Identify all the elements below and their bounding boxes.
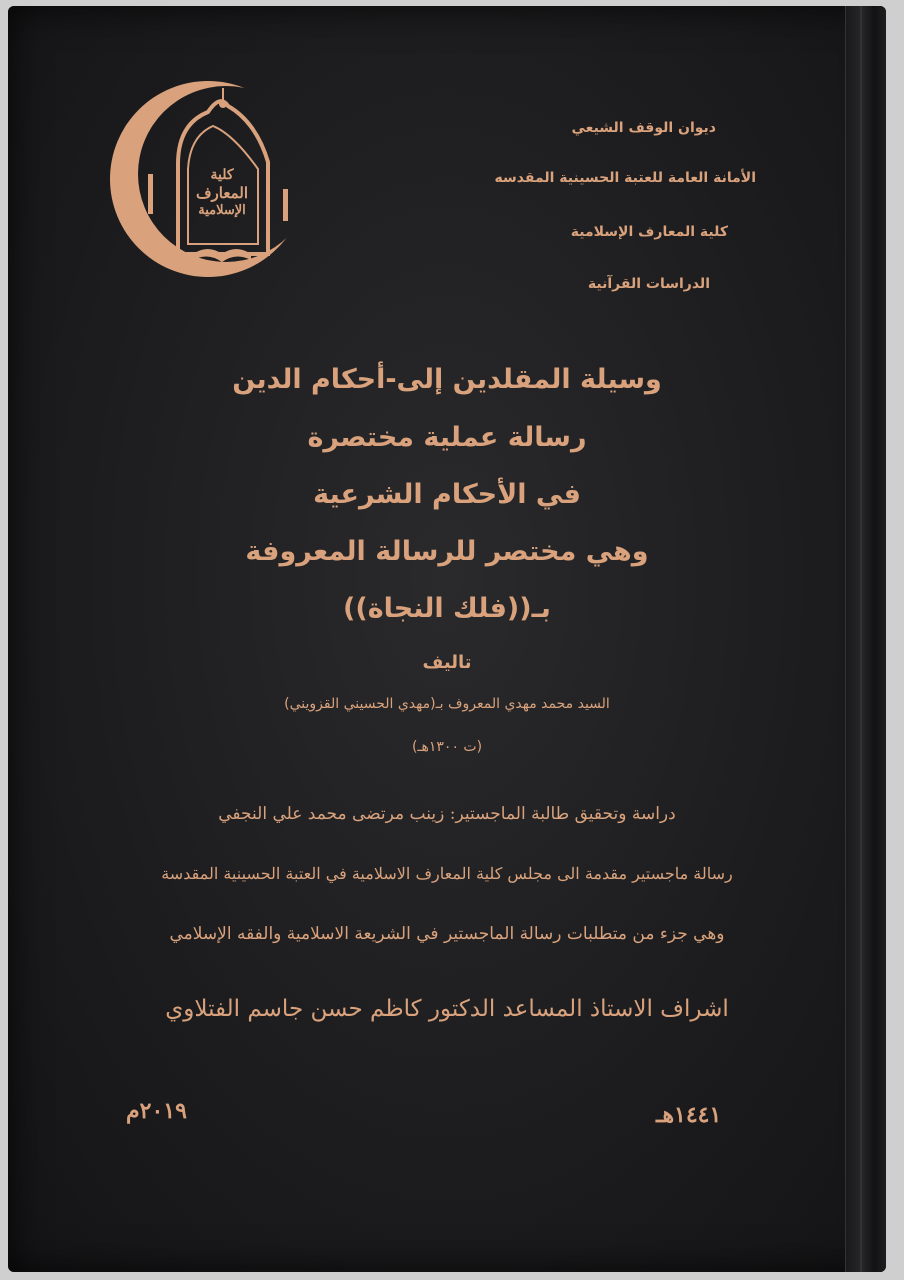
title-line-2: رسالة عملية مختصرة xyxy=(307,422,587,453)
title-line-5: بـ((فلك النجاة)) xyxy=(343,593,551,624)
book-cover xyxy=(8,6,886,1272)
author-name: السيد محمد مهدي المعروف بـ(مهدي الحسيني القزويني) xyxy=(284,696,610,712)
header-line-4: الدراسات القرآنية xyxy=(587,276,710,292)
title-line-1: وسيلة المقلدين إلى-أحكام الدين xyxy=(232,364,662,395)
date-gregorian: ٢٠١٩م xyxy=(126,1098,187,1124)
study-line-1: دراسة وتحقيق طالبة الماجستير: زينب مرتضى محمد علي النجفي xyxy=(218,804,676,824)
author-label: تاليف xyxy=(422,652,472,673)
supervisor: اشراف الاستاذ المساعد الدكتور كاظم حسن جاسم الفتلاوي xyxy=(165,996,729,1022)
college-logo xyxy=(108,74,318,284)
title-line-3: في الأحكام الشرعية xyxy=(313,479,581,510)
logo-line-1: كلية xyxy=(210,167,234,183)
author-death-date: (ت ١٣٠٠هـ) xyxy=(411,739,483,755)
header-line-1: ديوان الوقف الشيعي xyxy=(571,120,716,136)
study-line-2: رسالة ماجستير مقدمة الى مجلس كلية المعارف الاسلامية في العتبة الحسينية المقدسة xyxy=(161,864,733,883)
logo-line-3: الإسلامية xyxy=(198,203,246,218)
date-hijri: ١٤٤١هـ xyxy=(656,1102,722,1128)
study-line-3: وهي جزء من متطلبات رسالة الماجستير في الشريعة الاسلامية والفقه الإسلامي xyxy=(169,924,725,944)
header-line-3: كلية المعارف الإسلامية xyxy=(570,224,728,240)
book-spine xyxy=(845,6,886,1272)
header-line-2: الأمانة العامة للعتبة الحسينية المقدسه xyxy=(494,170,756,186)
title-line-4: وهي مختصر للرسالة المعروفة xyxy=(245,536,649,567)
logo-line-2: المعارف xyxy=(195,184,248,202)
